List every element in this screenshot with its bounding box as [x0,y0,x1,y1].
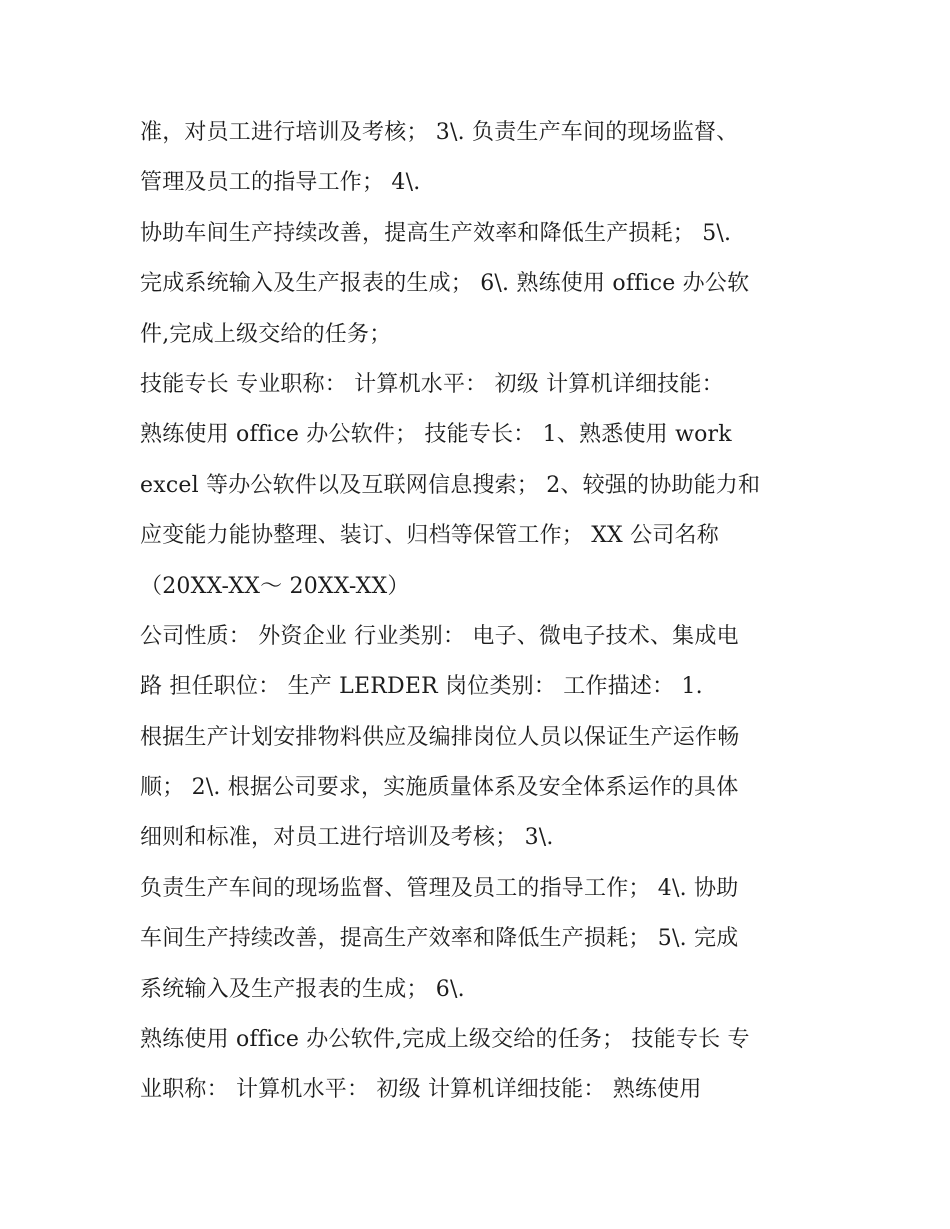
text-line: 系统输入及生产报表的生成； 6\. [140,976,465,1002]
text-line: 熟练使用 office 办公软件,完成上级交给的任务； 技能专长 专 [140,1027,750,1053]
text-line: 管理及员工的指导工作； 4\. [140,170,421,196]
document-body [140,108,820,1116]
text-line: 车间生产持续改善，提高生产效率和降低生产损耗； 5\. 完成 [140,926,739,952]
text-line: 熟练使用 office 办公软件； 技能专长： 1、熟悉使用 work [140,422,732,448]
text-line: （20XX-XX～ 20XX-XX） [140,573,410,599]
text-line: 路 担任职位： 生产 LERDER 岗位类别： 工作描述： 1. [140,674,703,700]
text-line: 负责生产车间的现场监督、管理及员工的指导工作； 4\. 协助 [140,875,739,901]
text-line: 件,完成上级交给的任务； [140,321,392,347]
text-line: 公司性质： 外资企业 行业类别： 电子、微电子技术、集成电 [140,623,739,649]
text-line: 准，对员工进行培训及考核； 3\. 负责生产车间的现场监督、 [140,120,739,145]
text-line: 顺； 2\. 根据公司要求，实施质量体系及安全体系运作的具体 [140,775,739,801]
text-line: 业职称： 计算机水平： 初级 计算机详细技能： 熟练使用 [140,1077,702,1103]
text-line: 完成系统输入及生产报表的生成； 6\. 熟练使用 office 办公软 [140,271,750,297]
text-line: 应变能力能协整理、装订、归档等保管工作； XX 公司名称 [140,523,719,549]
text-line: 技能专长 专业职称： 计算机水平： 初级 计算机详细技能： [140,371,724,397]
text-line: 根据生产计划安排物料供应及编排岗位人员以保证生产运作畅 [140,724,740,750]
text-line: 协助车间生产持续改善，提高生产效率和降低生产损耗； 5\. [140,220,732,246]
text-line: 细则和标准，对员工进行培训及考核； 3\. [140,825,554,851]
text-line: excel 等办公软件以及互联网信息搜索； 2、较强的协助能力和 [140,472,761,498]
